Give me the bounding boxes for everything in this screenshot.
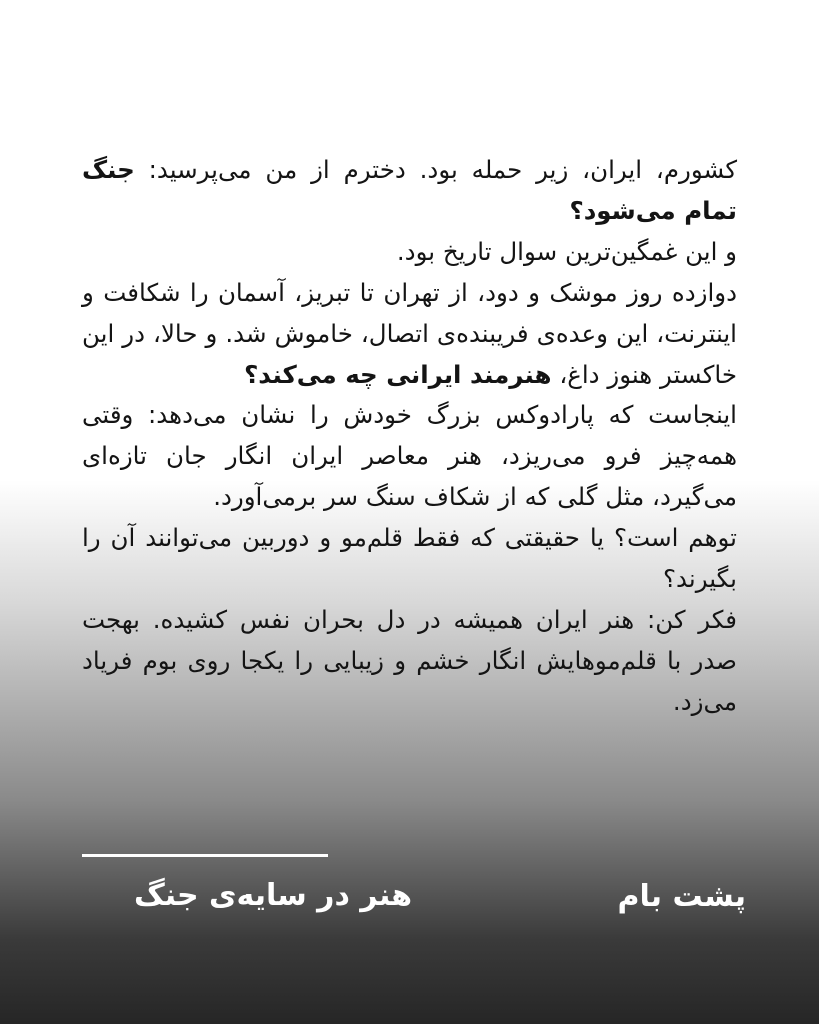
paragraph-5: توهم است؟ یا حقیقتی که فقط قلم‌مو و دوربین می‌توانند آن را بگیرند؟ <box>82 523 737 594</box>
paragraph-3-text: دوازده روز موشک و دود، از تهران تا تبریز، آسمان را شکافت و اینترنت، این وعده‌ی فریبنده‌ی اتصال، خاموش شد. و حالا، در این خاکستر هنوز داغ، <box>82 277 737 389</box>
question-artist: هنرمند ایرانی چه می‌کند؟ <box>244 359 552 389</box>
footer-divider <box>82 854 328 857</box>
question-war-end: جنگ تمام می‌شود؟ <box>82 155 737 225</box>
footer-title: هنر در سایه‌ی جنگ <box>133 878 412 913</box>
paragraph-1 <box>82 150 737 232</box>
paragraph-1-text: کشورم، ایران، زیر حمله بود. دخترم از من می‌پرسید: <box>134 155 737 184</box>
paragraph-3 <box>82 273 737 396</box>
paragraph-4: اینجاست که پارادوکس بزرگ خودش را نشان می‌دهد: وقتی همه‌چیز فرو می‌ریزد، هنر معاصر ایران انگار جان تازه‌ای می‌گیرد، مثل گلی که از شکاف سنگ سر برمی‌آورد. <box>82 400 737 512</box>
paragraph-6: فکر کن: هنر ایران همیشه در دل بحران نفس کشیده. بهجت صدر با قلم‌موهایش انگار خشم و زیبایی را یکجا روی بوم فریاد می‌زد. <box>82 604 737 716</box>
article-body <box>82 150 737 723</box>
brand-logo: پشت بام <box>617 879 746 914</box>
paragraph-2: و این غمگین‌ترین سوال تاریخ بود. <box>396 236 737 266</box>
